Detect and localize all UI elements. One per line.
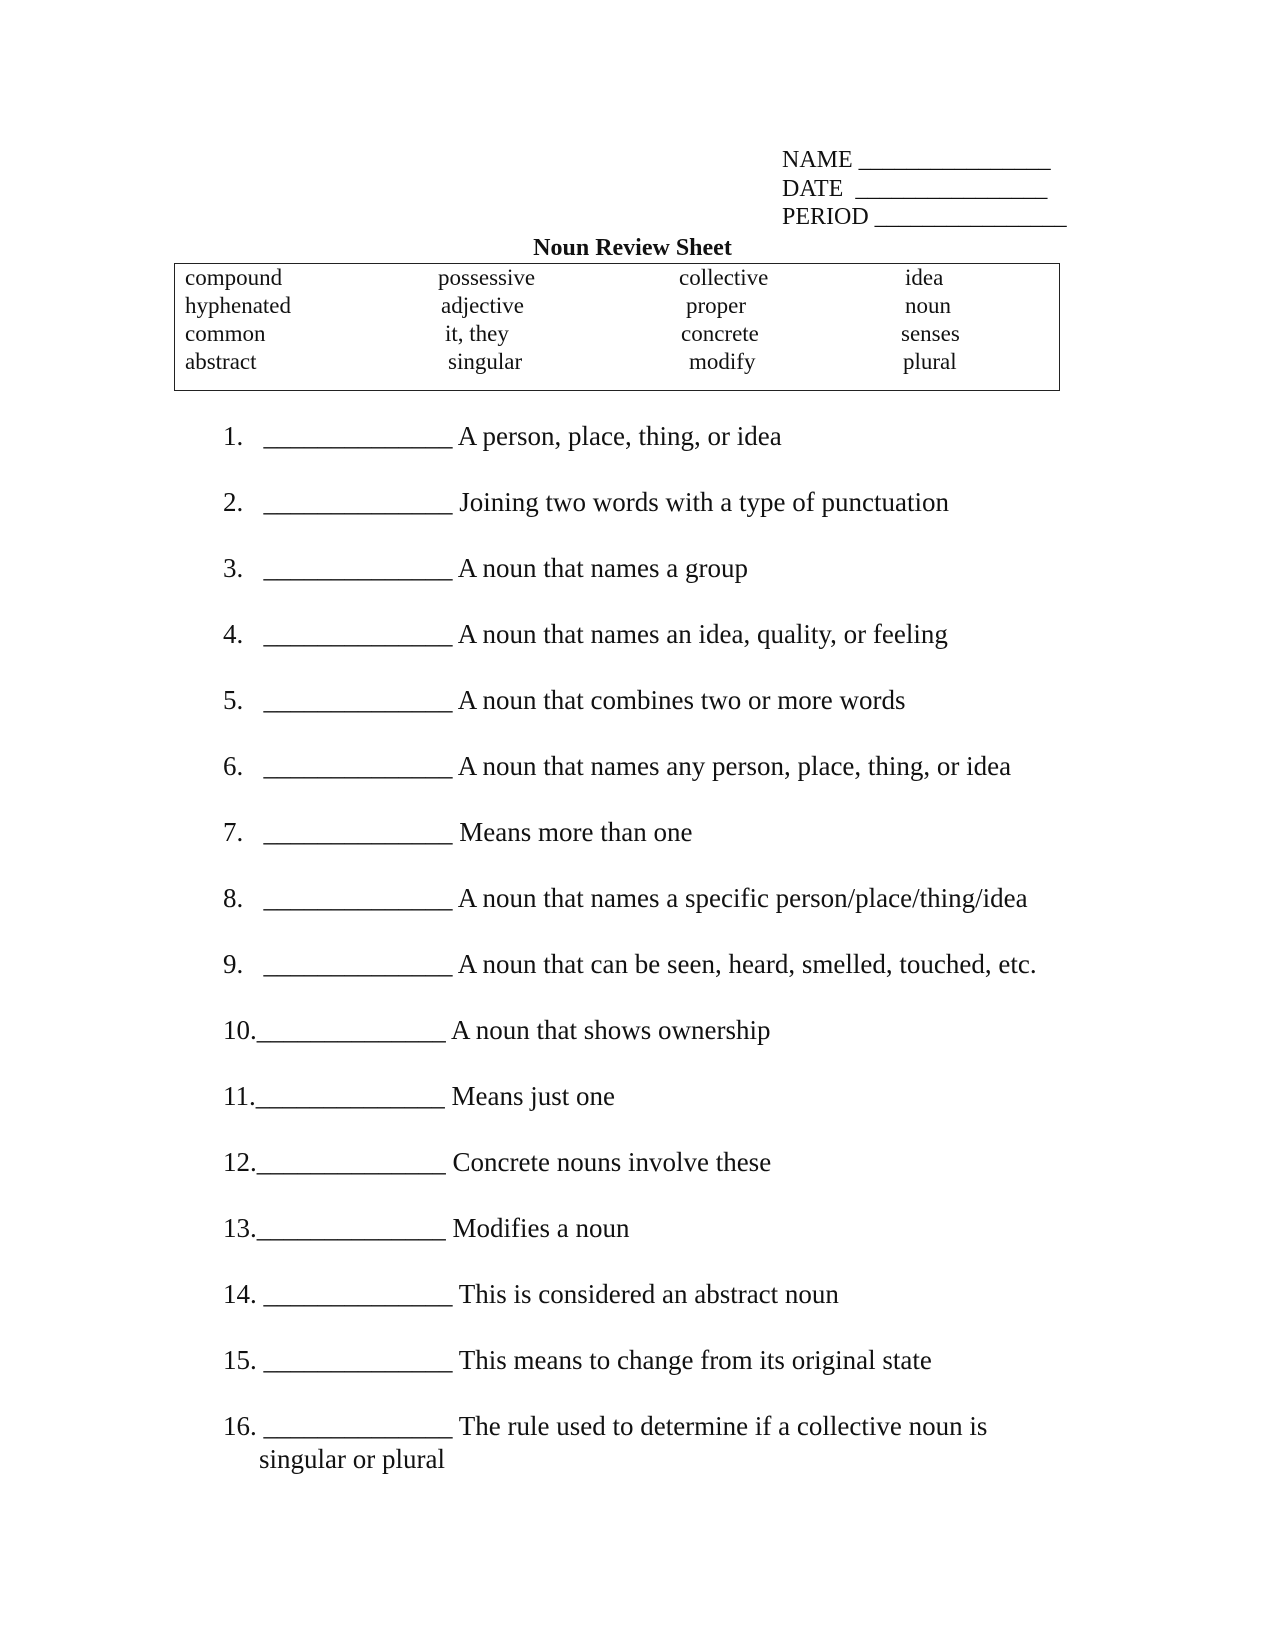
word-bank-word: it, they bbox=[445, 321, 509, 346]
word-bank-word: possessive bbox=[438, 265, 536, 290]
name-field[interactable]: NAME ________________ bbox=[782, 147, 1051, 173]
question-item bbox=[223, 1146, 771, 1179]
answer-blank[interactable]: 10.______________ bbox=[223, 1015, 452, 1045]
answer-blank[interactable]: 9. ______________ bbox=[223, 949, 458, 979]
question-text: A noun that combines two or more words bbox=[457, 685, 906, 715]
question-item bbox=[223, 1410, 987, 1443]
question-text: Means more than one bbox=[459, 817, 693, 847]
student-info-block bbox=[782, 146, 1067, 232]
answer-blank[interactable]: 2. ______________ bbox=[223, 487, 460, 517]
answer-blank[interactable]: 1. ______________ bbox=[223, 421, 458, 451]
word-bank-word: idea bbox=[905, 265, 944, 290]
word-bank-word: hyphenated bbox=[185, 293, 292, 318]
question-text: A noun that names a group bbox=[457, 553, 748, 583]
period-field[interactable]: PERIOD ________________ bbox=[782, 204, 1067, 230]
word-bank-box bbox=[174, 263, 1060, 391]
question-item bbox=[223, 1344, 932, 1377]
question-text: The rule used to determine if a collective noun is bbox=[458, 1411, 988, 1441]
word-bank-word: compound bbox=[185, 265, 283, 290]
question-item bbox=[223, 618, 948, 651]
page-title: Noun Review Sheet bbox=[533, 235, 732, 261]
answer-blank[interactable]: 7. ______________ bbox=[223, 817, 460, 847]
word-bank-word: abstract bbox=[185, 349, 257, 374]
question-item bbox=[223, 486, 949, 519]
answer-blank[interactable]: 14. ______________ bbox=[223, 1279, 459, 1309]
question-text: This is considered an abstract noun bbox=[458, 1279, 839, 1309]
answer-blank[interactable]: 11.______________ bbox=[223, 1081, 452, 1111]
answer-blank[interactable]: 16. ______________ bbox=[223, 1411, 459, 1441]
word-bank-word: common bbox=[185, 321, 266, 346]
question-text: Means just one bbox=[451, 1081, 615, 1111]
question-text: Concrete nouns involve these bbox=[452, 1147, 772, 1177]
answer-blank[interactable]: 6. ______________ bbox=[223, 751, 458, 781]
question-text: A noun that names an idea, quality, or feeling bbox=[457, 619, 948, 649]
word-bank-word: plural bbox=[903, 349, 957, 374]
question-text: A noun that names any person, place, thing, or idea bbox=[457, 751, 1012, 781]
answer-blank[interactable]: 12.______________ bbox=[223, 1147, 453, 1177]
answer-blank[interactable]: 4. ______________ bbox=[223, 619, 458, 649]
date-field[interactable]: DATE ________________ bbox=[782, 175, 1048, 202]
word-bank-word: senses bbox=[901, 321, 960, 346]
question-item bbox=[223, 1014, 771, 1047]
question-text: A person, place, thing, or idea bbox=[457, 421, 782, 451]
question-item bbox=[223, 816, 692, 849]
question-item bbox=[223, 420, 782, 453]
question-item bbox=[223, 882, 1028, 915]
answer-blank[interactable]: 13.______________ bbox=[223, 1213, 453, 1243]
answer-blank[interactable]: 3. ______________ bbox=[223, 553, 458, 583]
question-item bbox=[223, 552, 748, 585]
question-text: A noun that shows ownership bbox=[451, 1015, 771, 1045]
answer-blank[interactable]: 5. ______________ bbox=[223, 685, 458, 715]
question-item bbox=[223, 684, 905, 717]
question-text: This means to change from its original state bbox=[458, 1345, 932, 1375]
question-text-continuation: singular or plural bbox=[259, 1444, 445, 1474]
question-item bbox=[223, 1080, 615, 1113]
question-text: A noun that names a specific person/place/thing/idea bbox=[457, 883, 1028, 913]
question-text: Joining two words with a type of punctuation bbox=[459, 487, 949, 517]
word-bank-word: collective bbox=[679, 265, 769, 290]
word-bank-word: noun bbox=[905, 293, 951, 318]
question-text: A noun that can be seen, heard, smelled, touched, etc. bbox=[457, 949, 1037, 979]
answer-blank[interactable]: 8. ______________ bbox=[223, 883, 458, 913]
question-item bbox=[223, 1278, 839, 1311]
word-bank-word: singular bbox=[448, 349, 523, 374]
question-item bbox=[223, 1212, 629, 1245]
question-text: Modifies a noun bbox=[452, 1213, 630, 1243]
question-item bbox=[223, 948, 1037, 981]
answer-blank[interactable]: 15. ______________ bbox=[223, 1345, 459, 1375]
question-item bbox=[223, 750, 1011, 783]
word-bank-word: adjective bbox=[441, 293, 525, 318]
word-bank-word: proper bbox=[686, 293, 747, 318]
word-bank-word: concrete bbox=[681, 321, 759, 346]
word-bank-word: modify bbox=[689, 349, 756, 374]
